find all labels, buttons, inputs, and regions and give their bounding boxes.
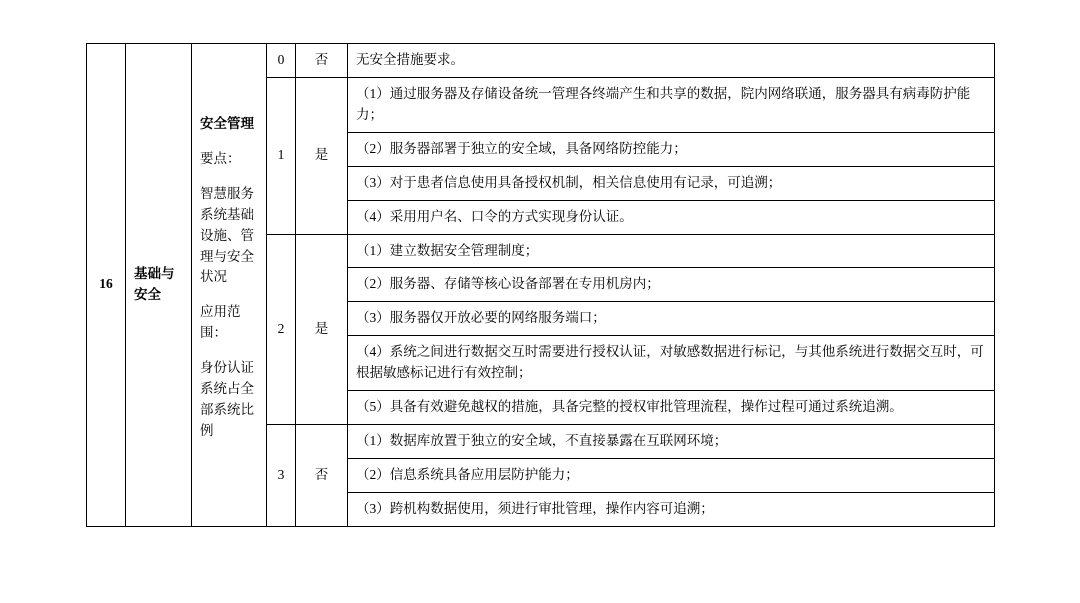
item-title: 安全管理 — [200, 115, 254, 131]
description-cell: （4）系统之间进行数据交互时需要进行授权认证，对敏感数据进行标记，与其他系统进行数据交互时，可根据敏感标记进行有效控制； — [348, 336, 995, 391]
evaluation-table — [86, 43, 995, 527]
description-cell: 无安全措施要求。 — [348, 44, 995, 78]
level-cell-2: 2 — [267, 234, 296, 425]
description-cell: （4）采用用户名、口令的方式实现身份认证。 — [348, 200, 995, 234]
description-cell: （2）服务器部署于独立的安全域，具备网络防控能力； — [348, 132, 995, 166]
applicable-cell-1: 是 — [296, 77, 348, 234]
applicable-cell-0: 否 — [296, 44, 348, 78]
description-cell: （1）建立数据安全管理制度； — [348, 234, 995, 268]
description-cell: （3）对于患者信息使用具备授权机制，相关信息使用有记录，可追溯； — [348, 166, 995, 200]
item-scope-label: 应用范围： — [200, 304, 241, 341]
description-cell: （1）数据库放置于独立的安全域，不直接暴露在互联网环境； — [348, 425, 995, 459]
description-cell: （3）跨机构数据使用，须进行审批管理，操作内容可追溯； — [348, 492, 995, 526]
item-points-text: 智慧服务系统基础设施、管理与安全状况 — [200, 185, 254, 285]
row-index-cell: 16 — [87, 44, 126, 527]
description-cell: （2）服务器、存储等核心设备部署在专用机房内； — [348, 268, 995, 302]
description-cell: （5）具备有效避免越权的措施，具备完整的授权审批管理流程，操作过程可通过系统追溯。 — [348, 391, 995, 425]
level-cell-3: 3 — [267, 425, 296, 527]
level-cell-1: 1 — [267, 77, 296, 234]
domain-cell: 基础与安全 — [126, 44, 192, 527]
applicable-cell-3: 否 — [296, 425, 348, 527]
item-scope-text: 身份认证系统占全部系统比例 — [200, 360, 254, 438]
item-cell — [192, 44, 267, 527]
description-cell: （2）信息系统具备应用层防护能力； — [348, 458, 995, 492]
description-cell: （3）服务器仅开放必要的网络服务端口； — [348, 302, 995, 336]
table-row — [87, 44, 995, 78]
applicable-cell-2: 是 — [296, 234, 348, 425]
item-points-label: 要点： — [200, 150, 241, 166]
level-cell-0: 0 — [267, 44, 296, 78]
description-cell: （1）通过服务器及存储设备统一管理各终端产生和共享的数据，院内网络联通，服务器具有病毒防护能力； — [348, 77, 995, 132]
